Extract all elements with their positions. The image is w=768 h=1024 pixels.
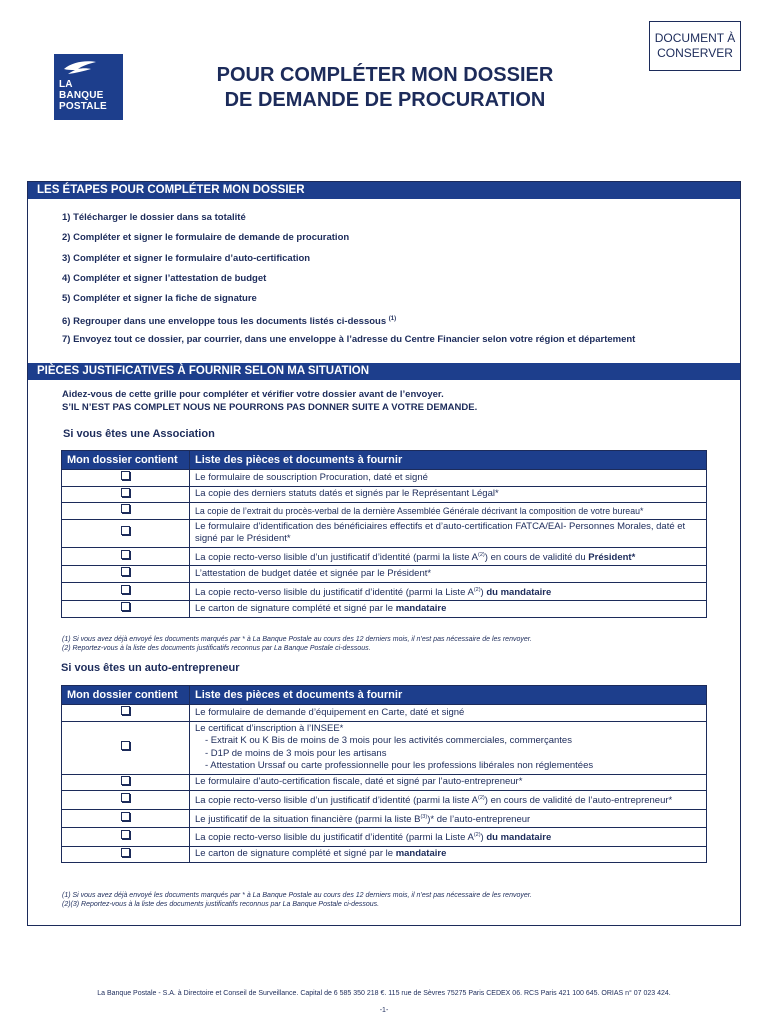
association-notes [62,635,532,653]
text-part: La copie recto-verso lisible d’un justificatif d’identité (parmi la liste A [195,551,479,563]
checkbox[interactable] [121,488,130,497]
checkbox-cell[interactable] [62,503,190,520]
step-item: 2) Compléter et signer le formulaire de demande de procuration [62,232,350,244]
association-subtitle: Si vous êtes une Association [63,428,215,440]
footnote-2: (2) Reportez-vous à la liste des documents justificatifs reconnus par La Banque Postale ci-dessous. [62,645,371,652]
keep-document-badge [649,21,741,71]
text-line: - Extrait K ou K Bis de moins de 3 mois pour les activités commerciales, commerçantes [205,735,572,746]
text-part: La copie recto-verso lisible d’un justificatif d’identité (parmi la liste A [195,795,479,807]
text-line: Le certificat d’inscription à l’INSEE* [195,722,344,734]
text-bold: mandataire [395,848,447,860]
text-bold: du mandataire [486,832,552,844]
text-bold: Président* [588,551,636,563]
document-cell: Le formulaire d’auto-certification fiscale, daté et signé par l’auto-entrepreneur* [190,774,707,791]
checkbox[interactable] [121,706,130,715]
page-number: -1- [379,1007,389,1014]
legal-footer: La Banque Postale - S.A. à Directoire et Conseil de Surveillance. Capital de 6 585 350 218 €. 115 rue de Sèvres 75275 Paris CEDEX 06. RCS Paris 421 100 645. ORIAS n° 07 023 424. [97,990,671,997]
logo-text [59,79,107,112]
logo-line-1: LA [59,79,73,90]
checkbox[interactable] [121,776,130,785]
table-row [62,470,707,487]
document-cell [190,828,707,847]
checkbox[interactable] [121,585,130,594]
table-row [62,486,707,503]
step-6-text: 6) Regrouper dans une enveloppe tous les documents listés ci-dessous [62,316,387,328]
step-item: 5) Compléter et signer la fiche de signature [62,293,257,305]
logo-line-2: BANQUE [59,90,104,101]
table-row [62,503,707,520]
footnote-2: (2)(3) Reportez-vous à la liste des documents justificatifs reconnus par La Banque Postale ci-dessous. [62,901,380,908]
dossier-frame [27,181,741,926]
text-line: - Attestation Urssaf ou carte professionnelle pour les professions libérales non réglementées [205,760,594,771]
table-row [62,601,707,618]
table-row [62,791,707,810]
documents-intro [62,388,477,414]
checkbox[interactable] [121,602,130,611]
checkbox-cell[interactable] [62,547,190,566]
checkbox-cell[interactable] [62,566,190,583]
checkbox[interactable] [121,793,130,802]
table-row [62,519,707,547]
text-part: La copie recto-verso lisible du justificatif d’identité (parmi la Liste A [195,832,474,844]
bird-icon [62,60,98,76]
table-header-row [62,451,707,470]
checkbox[interactable] [121,471,130,480]
checkbox-cell[interactable] [62,705,190,722]
logo-line-3: POSTALE [59,101,107,112]
text-part: Le carton de signature complété et signé par le [195,848,396,860]
intro-warning: S’IL N’EST PAS COMPLET NOUS NE POURRONS PAS DONNER SUITE A VOTRE DEMANDE. [62,402,478,413]
step-item: 4) Compléter et signer l’attestation de budget [62,272,267,284]
text-bold: du mandataire [486,586,552,598]
auto-entrepreneur-checklist-table [61,685,707,863]
col-header-contains: Mon dossier contient [62,686,190,705]
table-row [62,582,707,601]
footnote-1: (1) Si vous avez déjà envoyé les documents marqués par * à La Banque Postale au cours des 12 derniers mois, il n’est pas nécessaire de les renvoyer. [62,892,532,899]
step-6-note: (1) [388,316,397,323]
text-part: Le justificatif de la situation financière (parmi la liste B [195,813,421,825]
checkbox-cell[interactable] [62,486,190,503]
document-cell [190,791,707,810]
text-line: - D1P de moins de 3 mois pour les artisans [205,747,387,759]
document-cell [190,846,707,863]
documents-section-heading: PIÈCES JUSTIFICATIVES À FOURNIR SELON MA SITUATION [28,363,740,380]
text-part: Le carton de signature complété et signé par le [195,602,396,614]
text-part: ) [480,832,487,844]
document-cell [190,547,707,566]
document-cell [190,582,707,601]
page-title-line-1: POUR COMPLÉTER MON DOSSIER [216,64,554,86]
table-row [62,809,707,828]
intro-line-1: Aidez-vous de cette grille pour compléter et vérifier votre dossier avant de l’envoyer. [62,389,444,400]
table-row [62,721,707,774]
document-cell: Le formulaire d’identification des bénéficiaires effectifs et d’auto-certification FATCA/EAI- Personnes Morales, daté et signé par le Président* [190,519,707,547]
step-item: 3) Compléter et signer le formulaire d’auto-certification [62,252,311,264]
steps-list [62,212,635,354]
auto-entrepreneur-subtitle: Si vous êtes un auto-entrepreneur [61,662,240,674]
checkbox[interactable] [121,550,130,559]
footnote-ref: (2) [473,586,481,593]
checkbox[interactable] [121,504,130,513]
text-part: ) en cours de validité de l’auto-entrepreneur* [484,795,673,807]
checkbox[interactable] [121,741,130,750]
checkbox-cell[interactable] [62,774,190,791]
col-header-documents: Liste des pièces et documents à fournir [190,686,707,705]
checkbox-cell[interactable] [62,846,190,863]
step-item [62,313,635,333]
step-item: 7) Envoyez tout ce dossier, par courrier, dans une enveloppe à l’adresse du Centre Financier selon votre région et département [62,333,636,345]
table-row [62,774,707,791]
auto-entrepreneur-notes [62,891,532,909]
text-part: ) en cours de validité du [484,551,589,563]
checkbox[interactable] [121,848,130,857]
table-row [62,828,707,847]
document-cell [190,601,707,618]
text-part: ) [480,586,487,598]
footnote-ref: (3) [420,813,428,820]
step-item: 1) Télécharger le dossier dans sa totalité [62,212,246,223]
table-row [62,566,707,583]
checkbox[interactable] [121,812,130,821]
checkbox-cell[interactable] [62,519,190,547]
footnote-ref: (2) [478,551,485,558]
checkbox-cell[interactable] [62,470,190,487]
table-row [62,547,707,566]
footnote-ref: (2) [473,832,481,839]
keep-badge-line-1: DOCUMENT À [654,31,736,45]
text-part: )* de l’auto-entrepreneur [427,813,531,825]
checkbox-cell[interactable] [62,721,190,774]
document-cell: L’attestation de budget datée et signée par le Président* [190,566,707,583]
checkbox[interactable] [121,830,130,839]
footnote-1: (1) Si vous avez déjà envoyé les documents marqués par * à La Banque Postale au cours des 12 derniers mois, il n’est pas nécessaire de les renvoyer. [62,636,532,643]
document-cell [190,809,707,828]
page-title [150,63,620,113]
text-bold: mandataire [395,602,447,614]
document-cell: Le formulaire de demande d’équipement en Carte, daté et signé [190,705,707,722]
document-cell: La copie des derniers statuts datés et signés par le Représentant Légal* [190,486,707,503]
page-title-line-2: DE DEMANDE DE PROCURATION [224,89,546,111]
document-cell: Le formulaire de souscription Procuration, daté et signé [190,470,707,487]
la-banque-postale-logo [54,54,123,120]
document-cell [190,721,707,774]
table-row [62,846,707,863]
checkbox-cell[interactable] [62,791,190,810]
checkbox[interactable] [121,567,130,576]
keep-badge-line-2: CONSERVER [657,46,733,60]
document-cell: La copie de l’extrait du procès-verbal de la dernière Assemblée Générale décrivant la composition de votre bureau* [190,503,707,520]
col-header-contains: Mon dossier contient [62,451,190,470]
checkbox[interactable] [121,526,130,535]
checkbox-cell[interactable] [62,809,190,828]
table-header-row [62,686,707,705]
col-header-documents: Liste des pièces et documents à fournir [190,451,707,470]
footnote-ref: (2) [478,795,485,801]
text-part: La copie recto-verso lisible du justificatif d’identité (parmi la Liste A [195,586,474,598]
checkbox-cell[interactable] [62,828,190,847]
checkbox-cell[interactable] [62,601,190,618]
table-row [62,705,707,722]
checkbox-cell[interactable] [62,582,190,601]
association-checklist-table [61,450,707,618]
steps-section-heading: LES ÉTAPES POUR COMPLÉTER MON DOSSIER [28,182,740,199]
